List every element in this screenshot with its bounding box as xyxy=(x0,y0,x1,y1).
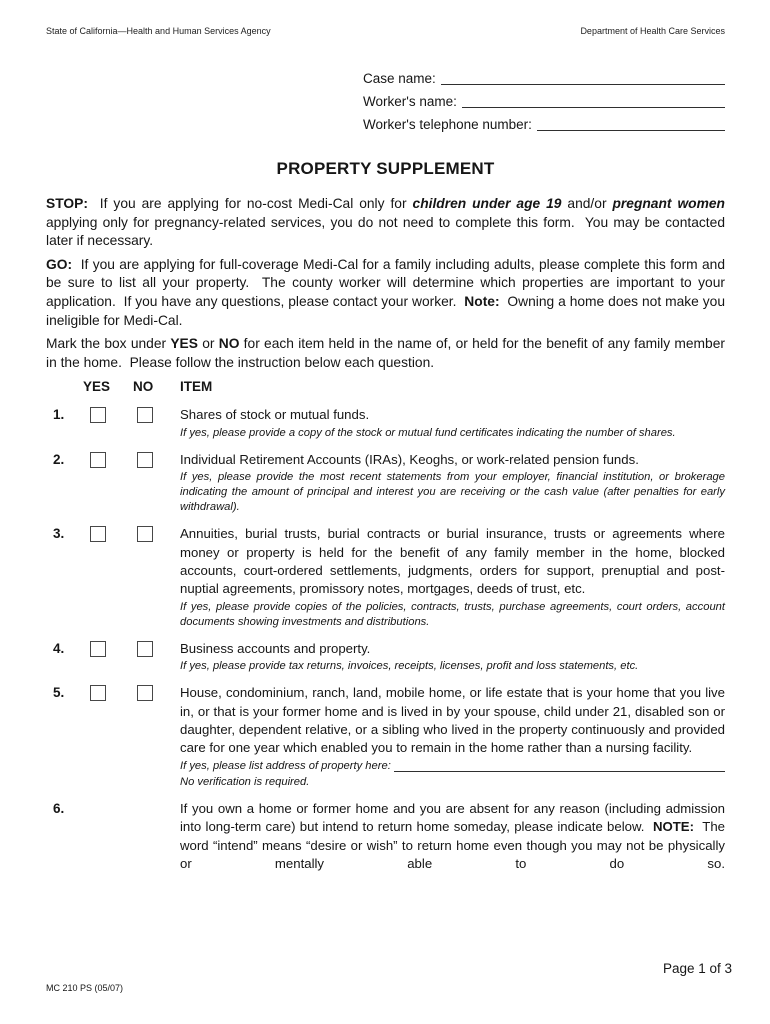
yes-checkbox[interactable] xyxy=(90,685,106,701)
item-instruction-text: If yes, please list address of property here: xyxy=(180,759,391,772)
column-header-yes: YES xyxy=(83,379,111,395)
no-cell xyxy=(135,451,180,515)
column-header-no: NO xyxy=(133,379,154,395)
go-instruction: GO: If you are applying for full-coverage Medi-Cal for a family including adults, please complete this form and be sure to list all your property. The county worker will determine which properties are important to your application. If you have any questions, please contact your worker. Note: Owning a home does not make you ineligible for Medi-Cal. xyxy=(46,256,729,328)
item-text xyxy=(180,451,729,515)
column-header-item: ITEM xyxy=(180,379,213,395)
item-number: 4. xyxy=(53,640,65,656)
item-instruction-text: No verification is required. xyxy=(180,775,310,788)
mark-instruction: Mark the box under YES or NO for each item held in the name of, or held for the benefit of any family member in the home. Please follow the instruction below each question. xyxy=(46,336,729,370)
no-checkbox[interactable] xyxy=(137,641,153,657)
yes-cell xyxy=(88,406,135,440)
item-instruction-text: If yes, please provide copies of the policies, contracts, trusts, purchase agreements, court orders, account documents showing investments and distributions. xyxy=(180,600,729,628)
worker-telephone-label: Worker's telephone number: xyxy=(363,117,532,132)
address-input-line[interactable] xyxy=(394,759,725,772)
case-info-fields xyxy=(363,63,725,132)
worker-name-input-line[interactable] xyxy=(462,106,725,108)
no-checkbox[interactable] xyxy=(137,685,153,701)
no-checkbox[interactable] xyxy=(137,452,153,468)
item-instruction-text: If yes, please provide a copy of the stock or mutual fund certificates indicating the number of shares. xyxy=(180,426,676,439)
item-instruction xyxy=(180,775,725,790)
agency-name: State of California—Health and Human Services Agency xyxy=(46,26,271,36)
document-header xyxy=(46,26,725,37)
item-instruction-text: If yes, please provide tax returns, invoices, receipts, licenses, profit and loss statements, etc. xyxy=(180,660,639,673)
yes-cell xyxy=(88,640,135,674)
item-text xyxy=(180,525,729,630)
item-text xyxy=(180,640,725,674)
item-description: House, condominium, ranch, land, mobile home, or life estate that is your home that you live in, or that is your former home and is lived in by your spouse, child under 21, disabled son or daughter, dependent relative, or a sibling who lived in the property continuously and provided care for one year which enabled you to remain in the home rather than a nursing facility. xyxy=(180,685,729,756)
form-item-2 xyxy=(46,451,729,515)
page-number: Page 1 of 3 xyxy=(662,961,732,976)
item-description: Shares of stock or mutual funds. xyxy=(180,407,370,423)
item-text xyxy=(180,684,729,790)
no-cell xyxy=(135,406,180,440)
yes-cell xyxy=(88,525,135,630)
case-name-input-line[interactable] xyxy=(441,83,725,85)
worker-telephone-field xyxy=(363,109,725,132)
item-text xyxy=(180,406,725,440)
form-title: PROPERTY SUPPLEMENT xyxy=(276,159,495,178)
worker-telephone-input-line[interactable] xyxy=(537,129,725,131)
column-header-row xyxy=(46,379,725,397)
case-name-label: Case name: xyxy=(363,71,436,86)
form-item-1 xyxy=(46,406,725,440)
yes-cell xyxy=(88,684,135,790)
form-item-4 xyxy=(46,640,725,674)
items-list xyxy=(46,406,729,873)
item-text xyxy=(180,800,729,874)
worker-name-label: Worker's name: xyxy=(363,94,457,109)
yes-checkbox[interactable] xyxy=(90,452,106,468)
item-number: 2. xyxy=(53,451,65,467)
yes-checkbox[interactable] xyxy=(90,526,106,542)
yes-checkbox[interactable] xyxy=(90,641,106,657)
item-instruction-text: If yes, please provide the most recent statements from your employer, financial institution, or brokerage indicating the amount of principal and interest you are receiving or the cash value (after penalties for early withdrawal). xyxy=(180,471,729,514)
yes-cell xyxy=(88,451,135,515)
item-number: 1. xyxy=(53,407,65,423)
item-description: Business accounts and property. xyxy=(180,640,371,656)
item-number: 5. xyxy=(53,685,65,701)
yes-checkbox[interactable] xyxy=(90,407,106,423)
item-instruction xyxy=(180,600,729,630)
form-item-6 xyxy=(46,800,729,874)
item-description: If you own a home or former home and you are absent for any reason (including admission into long-term care) but intend to return home someday, please indicate below. NOTE: The word “intend” means “desire or wish” to return home even though you may not be physically or mentally able to do so. xyxy=(180,800,729,872)
form-item-5 xyxy=(46,684,729,790)
form-number: MC 210 PS (05/07) xyxy=(46,983,124,993)
form-item-3 xyxy=(46,525,729,630)
stop-instruction: STOP: If you are applying for no-cost Medi-Cal only for children under age 19 and/or pregnant women applying only for pregnancy-related services, you do not need to complete this form. You may be contacted later if necessary. xyxy=(46,196,729,249)
no-cell xyxy=(135,800,180,874)
item-instruction xyxy=(180,759,725,774)
item-instruction xyxy=(180,470,729,515)
item-number: 3. xyxy=(53,526,65,542)
department-name: Department of Health Care Services xyxy=(580,26,725,36)
case-name-field xyxy=(363,63,725,86)
worker-name-field xyxy=(363,86,725,109)
no-cell xyxy=(135,525,180,630)
yes-cell xyxy=(88,800,135,874)
item-description: Individual Retirement Accounts (IRAs), Keoghs, or work-related pension funds. xyxy=(180,451,639,467)
item-description: Annuities, burial trusts, burial contracts or burial insurance, trusts or agreements where money or property is held for the benefit of any family member in the home, blocked accounts, court-ordered settlements, judgments, orders for support, prenuptial and post-nuptial agreements, promissory notes, mortgages, deeds of trust, etc. xyxy=(180,526,729,597)
no-cell xyxy=(135,640,180,674)
item-number: 6. xyxy=(53,800,65,816)
item-instruction xyxy=(180,659,725,674)
no-checkbox[interactable] xyxy=(137,526,153,542)
no-cell xyxy=(135,684,180,790)
no-checkbox[interactable] xyxy=(137,407,153,423)
item-instruction xyxy=(180,426,725,441)
